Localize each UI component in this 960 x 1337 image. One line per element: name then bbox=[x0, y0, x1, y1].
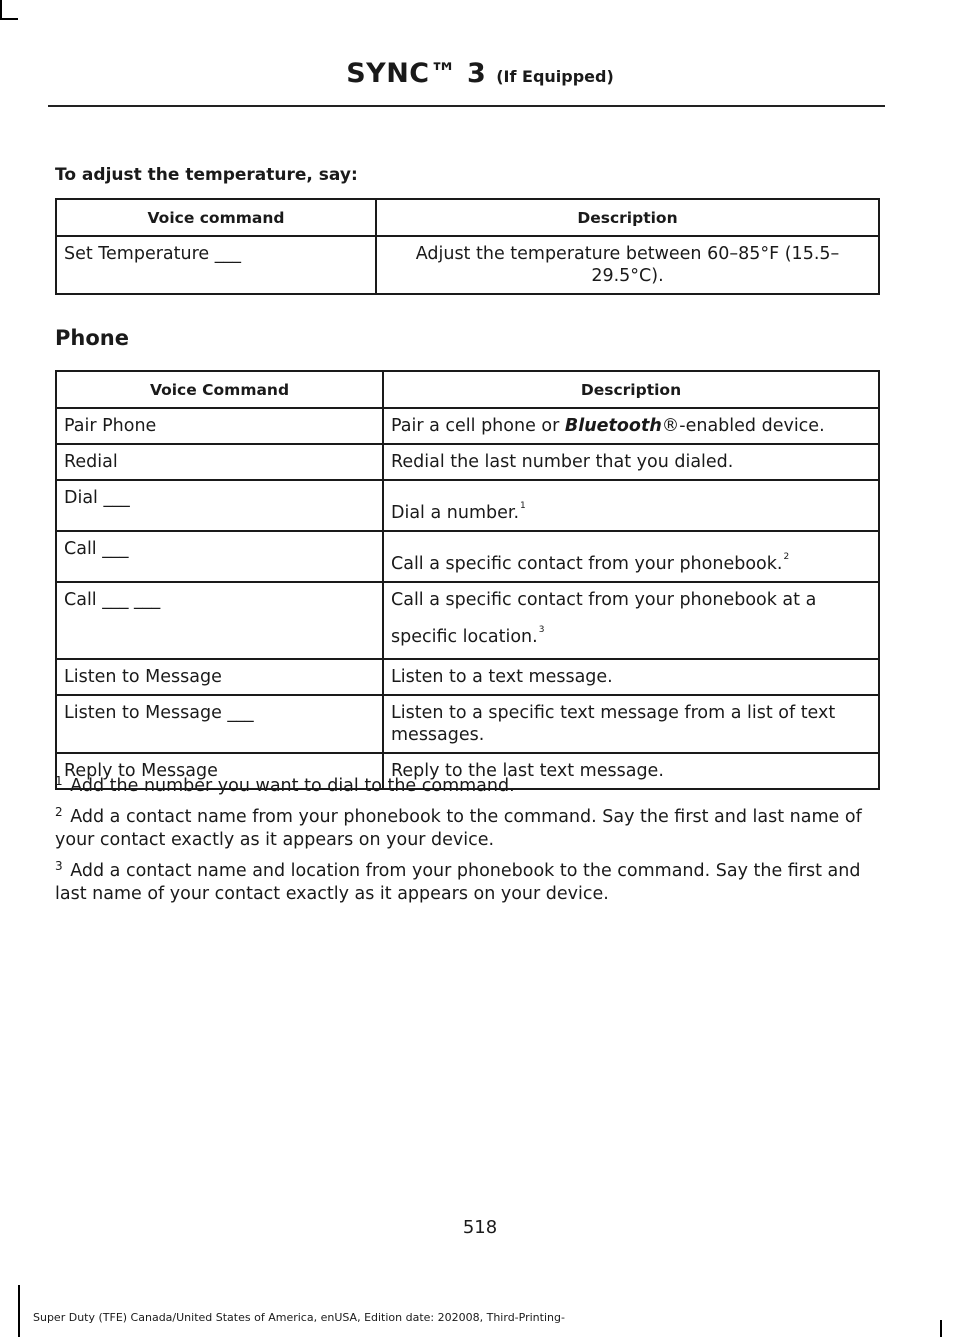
footnote-mark: 2 bbox=[55, 805, 63, 819]
table-header-row bbox=[56, 199, 879, 236]
temperature-intro: To adjust the temperature, say: bbox=[55, 165, 358, 185]
footnote-text: Add a contact name and location from your phonebook to the command. Say the first and last name of your contact exactly as it appears on your device. bbox=[55, 861, 861, 904]
page-header bbox=[0, 58, 960, 89]
footnote bbox=[55, 855, 881, 906]
description-cell: Redial the last number that you dialed. bbox=[383, 444, 879, 480]
table-row bbox=[56, 480, 879, 531]
table-row bbox=[56, 531, 879, 582]
voice-command-cell: Call ___ bbox=[56, 531, 383, 582]
bluetooth-brand: Bluetooth bbox=[564, 416, 662, 436]
description-cell bbox=[383, 531, 879, 582]
table-row bbox=[56, 582, 879, 659]
header-subtitle: (If Equipped) bbox=[496, 67, 614, 86]
phone-commands-table bbox=[55, 370, 880, 790]
description-cell bbox=[383, 582, 879, 659]
table-row bbox=[56, 236, 879, 294]
header-title: SYNC™ 3 bbox=[346, 58, 487, 89]
footnote bbox=[55, 801, 881, 852]
voice-command-cell: Redial bbox=[56, 444, 383, 480]
description-cell bbox=[383, 408, 879, 444]
crop-mark-top-left-h bbox=[0, 18, 18, 20]
description-cell bbox=[383, 480, 879, 531]
phone-heading: Phone bbox=[55, 326, 129, 350]
voice-command-cell: Dial ___ bbox=[56, 480, 383, 531]
footnote-ref: 3 bbox=[538, 625, 545, 635]
footnotes bbox=[55, 770, 881, 909]
crop-mark-bottom-left bbox=[18, 1285, 20, 1337]
column-header-description: Description bbox=[376, 199, 879, 236]
description-text: Dial a number. bbox=[391, 503, 520, 523]
crop-mark-top-left bbox=[0, 0, 2, 18]
column-header-voice-command: Voice Command bbox=[56, 371, 383, 408]
footnote-ref: 2 bbox=[783, 552, 790, 562]
temperature-table bbox=[55, 198, 880, 295]
table-row bbox=[56, 695, 879, 753]
page-number: 518 bbox=[462, 1217, 498, 1238]
description-text: ®-enabled device. bbox=[661, 416, 825, 436]
footnote bbox=[55, 770, 881, 798]
description-text: Call a specific contact from your phonebook at a specific location. bbox=[391, 590, 817, 647]
voice-command-cell: Set Temperature ___ bbox=[56, 236, 376, 294]
header-rule bbox=[48, 105, 885, 107]
footnote-ref: 1 bbox=[520, 501, 526, 511]
voice-command-cell: Call ___ ___ bbox=[56, 582, 383, 659]
voice-command-cell: Listen to Message bbox=[56, 659, 383, 695]
footnote-text: Add the number you want to dial to the command. bbox=[70, 776, 515, 796]
description-text: Pair a cell phone or bbox=[391, 416, 565, 436]
description-text: Call a specific contact from your phonebook. bbox=[391, 554, 783, 574]
voice-command-cell: Reply to Message bbox=[56, 753, 383, 789]
table-row bbox=[56, 444, 879, 480]
footnote-mark: 3 bbox=[55, 859, 63, 873]
voice-command-cell: Listen to Message ___ bbox=[56, 695, 383, 753]
description-cell: Reply to the last text message. bbox=[383, 753, 879, 789]
footnote-text: Add a contact name from your phonebook to the command. Say the first and last name of your contact exactly as it appears on your device. bbox=[55, 807, 862, 850]
description-cell: Adjust the temperature between 60–85°F (15.5–29.5°C). bbox=[376, 236, 879, 294]
description-cell: Listen to a specific text message from a list of text messages. bbox=[383, 695, 879, 753]
table-header-row bbox=[56, 371, 879, 408]
column-header-voice-command: Voice command bbox=[56, 199, 376, 236]
voice-command-cell: Pair Phone bbox=[56, 408, 383, 444]
crop-mark-bottom-right bbox=[940, 1320, 942, 1337]
table-row bbox=[56, 408, 879, 444]
footnote-mark: 1 bbox=[55, 774, 63, 788]
edition-footer: Super Duty (TFE) Canada/United States of America, enUSA, Edition date: 202008, Third-Printing- bbox=[33, 1311, 565, 1324]
description-cell: Listen to a text message. bbox=[383, 659, 879, 695]
table-row bbox=[56, 659, 879, 695]
column-header-description: Description bbox=[383, 371, 879, 408]
